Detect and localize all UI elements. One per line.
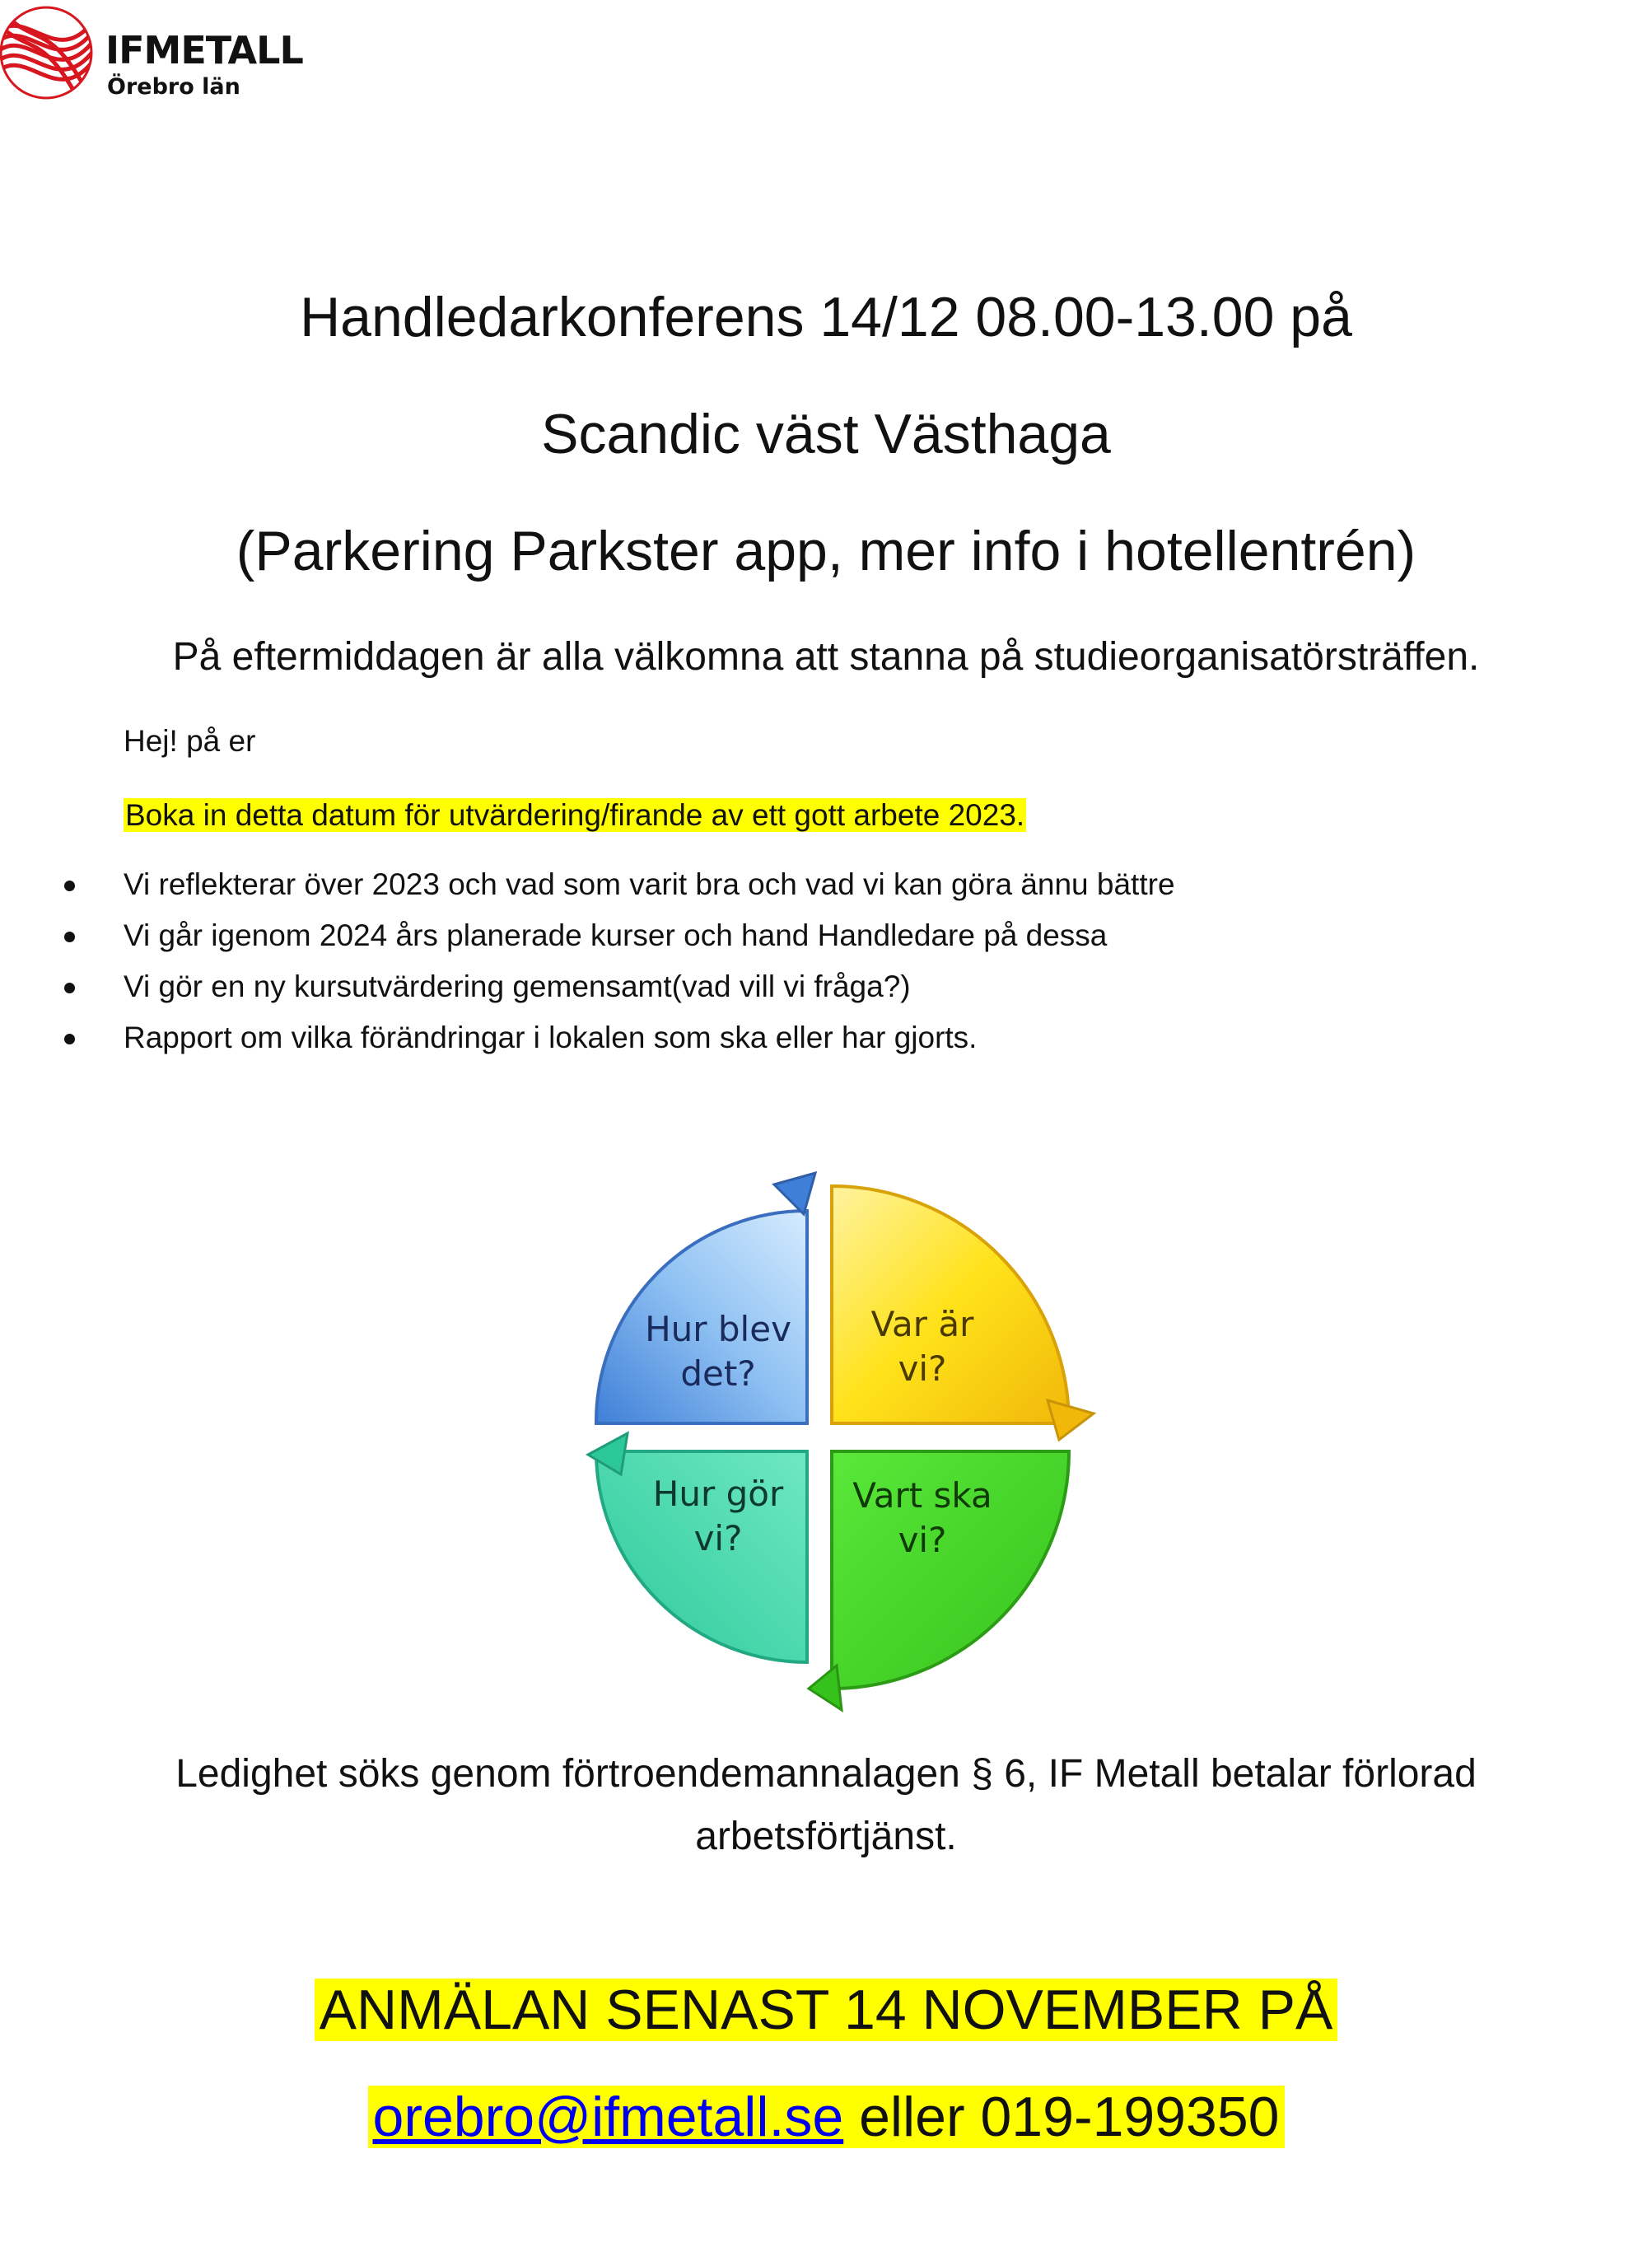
greeting: Hej! på er bbox=[124, 724, 256, 758]
afternoon-info: På eftermiddagen är alla välkomna att stanna på studieorganisatörsträffen. bbox=[172, 635, 1480, 679]
leave-info-line2: arbetsförtjänst. bbox=[695, 1815, 957, 1858]
quadrant-label: vi? bbox=[898, 1520, 947, 1560]
ifmetall-emblem-icon bbox=[0, 0, 99, 107]
quadrant-label: Hur blev bbox=[645, 1309, 791, 1349]
quadrant-label: vi? bbox=[898, 1348, 947, 1389]
bullet-icon bbox=[64, 983, 75, 993]
contact-line bbox=[0, 2084, 1652, 2150]
quadrant-where-are-we-going bbox=[809, 1451, 1069, 1710]
evaluation-cycle-diagram bbox=[576, 1153, 1104, 1713]
bullet-icon bbox=[64, 932, 75, 942]
event-title: Handledarkonferens 14/12 08.00-13.00 på bbox=[300, 286, 1352, 348]
quadrant-how-did-it-go bbox=[596, 1173, 815, 1423]
arrow-icon bbox=[774, 1173, 815, 1214]
quadrant-label: Hur gör bbox=[652, 1474, 784, 1514]
parking-info: (Parkering Parkster app, mer info i hotellentrén) bbox=[236, 520, 1416, 582]
list-item: Vi gör en ny kursutvärdering gemensamt(vad vill vi fråga?) bbox=[58, 969, 1540, 1020]
phone-text: eller 019-199350 bbox=[843, 2086, 1280, 2148]
bullet-icon bbox=[64, 1034, 75, 1044]
ifmetall-logo bbox=[0, 0, 362, 107]
email-link[interactable]: orebro@ifmetall.se bbox=[372, 2086, 844, 2148]
registration-deadline-text: ANMÄLAN SENAST 14 NOVEMBER PÅ bbox=[315, 1979, 1338, 2041]
logo-wordmark: IFMETALL bbox=[105, 28, 303, 72]
quadrant-where-are-we bbox=[832, 1186, 1094, 1440]
list-item: Rapport om vilka förändringar i lokalen som ska eller har gjorts. bbox=[58, 1020, 1540, 1071]
leave-info-line1: Ledighet söks genom förtroendemannalagen § 6, IF Metall betalar förlorad bbox=[175, 1752, 1477, 1796]
arrow-icon bbox=[809, 1666, 842, 1710]
quadrant-label: Var är bbox=[870, 1304, 974, 1344]
contact-highlight bbox=[368, 2086, 1285, 2148]
logo-region: Örebro län bbox=[107, 74, 240, 100]
quadrant-label: det? bbox=[680, 1353, 756, 1394]
registration-deadline bbox=[0, 1977, 1652, 2043]
quadrant-label: Vart ska bbox=[852, 1475, 992, 1516]
list-item: Vi reflekterar över 2023 och vad som varit bra och vad vi kan göra ännu bättre bbox=[58, 867, 1540, 918]
agenda-list bbox=[58, 867, 1540, 1071]
quadrant-how-do-we-do bbox=[588, 1433, 807, 1662]
arrow-icon bbox=[1048, 1400, 1094, 1440]
highlight-note bbox=[124, 797, 1026, 834]
bullet-icon bbox=[64, 881, 75, 891]
quadrant-label: vi? bbox=[693, 1518, 743, 1558]
highlight-note-text: Boka in detta datum för utvärdering/firande av ett gott arbete 2023. bbox=[125, 798, 1025, 832]
list-item: Vi går igenom 2024 års planerade kurser och hand Handledare på dessa bbox=[58, 918, 1540, 969]
event-venue: Scandic väst Västhaga bbox=[541, 403, 1111, 465]
